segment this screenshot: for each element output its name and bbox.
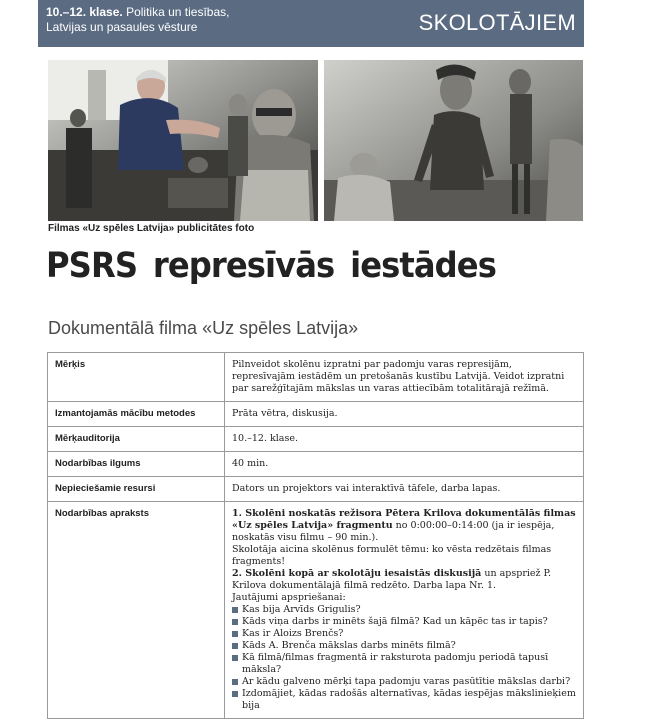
list-item: Kas bija Arvīds Grigulis? xyxy=(232,604,576,616)
row-value: Pilnveidot skolēnu izpratni par padomju varas represijām, represīvajām iestādēm un pretošanās kustību Latvijā. Veidot izpratni par sarežģītajām mākslas un varas attiecībām totalitārajā režīmā. xyxy=(225,353,584,402)
step-1-text: no 0:00:00–0:14:00 (ja ir iespēja, noskatās visu filmu – 90 min.). xyxy=(232,520,555,543)
questions-label: Jautājumi apspriešanai: xyxy=(232,592,346,603)
list-item: Kā filmā/filmas fragmentā ir raksturota padomju periodā tapusī māksla? xyxy=(232,652,576,676)
step-2-bold: 2. Skolēni kopā ar skolotāju iesaistās diskusijā xyxy=(232,568,482,579)
article-title: PSRS represīvās iestādes xyxy=(46,246,496,286)
row-value: Dators un projektors vai interaktīvā tāfele, darba lapas. xyxy=(225,477,584,502)
photo-caption: Filmas «Uz spēles Latvija» publicitātes foto xyxy=(48,223,255,234)
page-header xyxy=(38,0,584,47)
subject-label-line2: Latvijas un pasaules vēsture xyxy=(46,20,198,34)
grade-subject-label xyxy=(46,5,229,35)
table-row xyxy=(48,502,584,719)
row-key: Nepieciešamie resursi xyxy=(48,477,225,502)
list-item: Kāds viņa darbs ir minēts šajā filmā? Kad un kāpēc tas ir tapis? xyxy=(232,616,576,628)
row-key: Mērķis xyxy=(48,353,225,402)
row-value: 10.–12. klase. xyxy=(225,427,584,452)
row-value: 40 min. xyxy=(225,452,584,477)
step-1-bold: 1. Skolēni noskatās režisora Pētera Krilova dokumentālās filmas «Uz spēles Latvija» fragmentu xyxy=(232,508,576,531)
article-subtitle: Dokumentālā filma «Uz spēles Latvija» xyxy=(48,318,359,338)
list-item: Kas ir Aloizs Brenčs? xyxy=(232,628,576,640)
lesson-description xyxy=(225,502,584,719)
step-2-text: un apspriež P. Krilova dokumentālajā filmā redzēto. Darba lapa Nr. 1. xyxy=(232,568,552,591)
row-key: Nodarbības apraksts xyxy=(48,502,225,719)
photo-puppets-image xyxy=(324,60,583,221)
table-row xyxy=(48,353,584,402)
row-key: Mērķauditorija xyxy=(48,427,225,452)
photo-puppeteer xyxy=(48,60,318,221)
step-1-note: Skolotāja aicina skolēnus formulēt tēmu: ko vēsta redzētais filmas fragments! xyxy=(232,544,552,567)
table-row xyxy=(48,477,584,502)
photo-puppeteer-image xyxy=(48,60,318,221)
row-key: Izmantojamās mācību metodes xyxy=(48,402,225,427)
step-1 xyxy=(232,508,576,544)
grade-label: 10.–12. klase. xyxy=(46,5,123,19)
photo-puppets xyxy=(324,60,583,221)
section-label: SKOLOTĀJIEM xyxy=(418,10,576,35)
row-key: Nodarbības ilgums xyxy=(48,452,225,477)
row-value: Prāta vētra, diskusija. xyxy=(225,402,584,427)
table-row xyxy=(48,402,584,427)
list-item: Izdomājiet, kādas radošās alternatīvas, kādas iespējas mākslinieķiem bija xyxy=(232,688,576,712)
subject-label: Politika un tiesības, xyxy=(122,5,230,19)
table-row xyxy=(48,427,584,452)
list-item: Kāds A. Brenča mākslas darbs minēts filmā? xyxy=(232,640,576,652)
questions-list xyxy=(232,604,576,712)
table-row xyxy=(48,452,584,477)
list-item: Ar kādu galveno mērķi tapa padomju varas pasūtītie mākslas darbi? xyxy=(232,676,576,688)
lesson-info-table xyxy=(47,352,584,719)
step-2 xyxy=(232,568,576,592)
